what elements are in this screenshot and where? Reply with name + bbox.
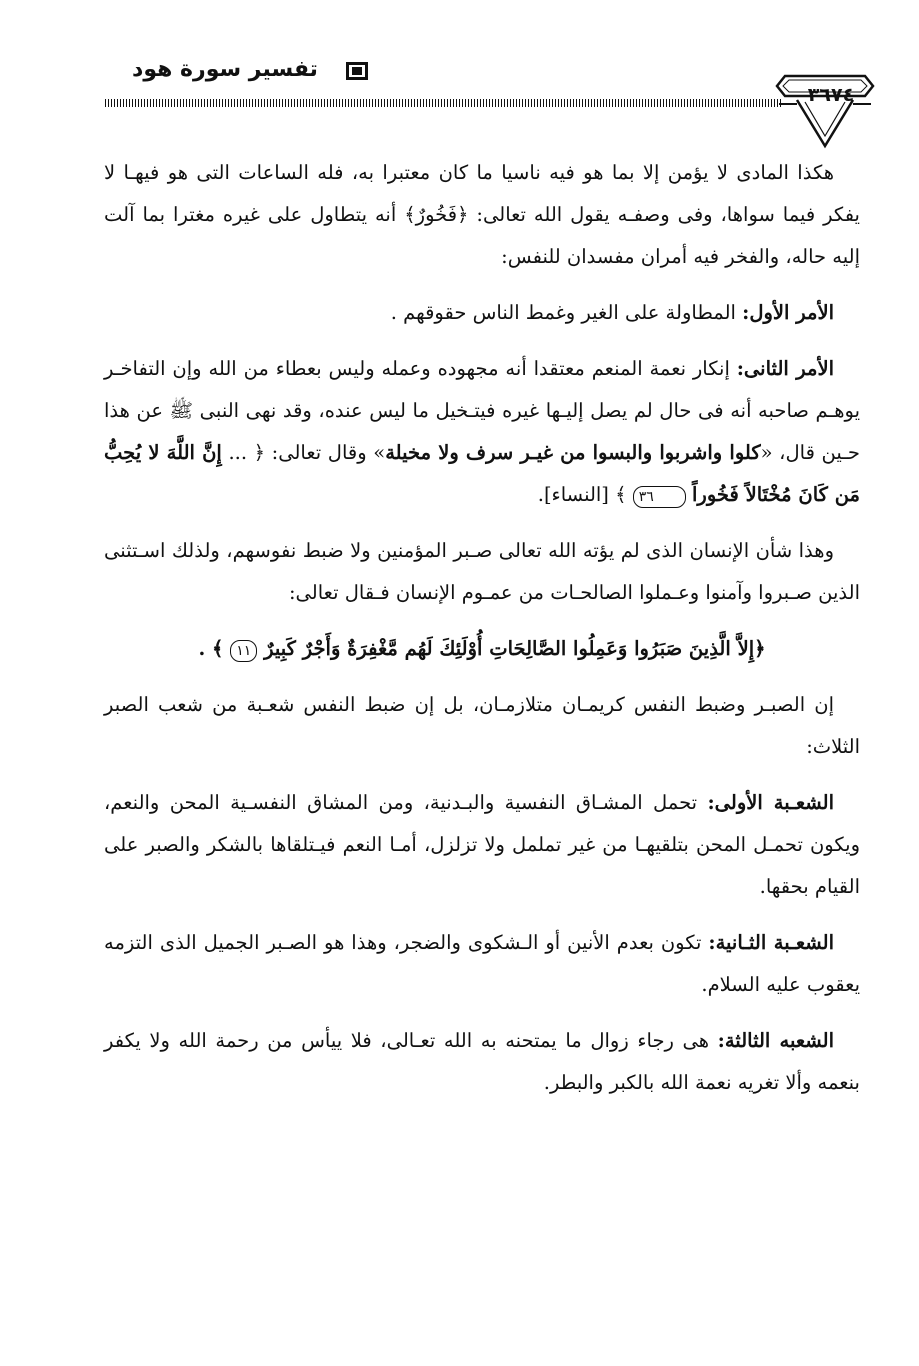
paragraph-text: إنكار نعمة المنعم معتقدا أنه مجهوده وعمله وليس بعطاء من الله وإن التفاخـر يوهـم صاحبه أنه فى حال لم يصل إليـها غيره فيتـخيل ما ليس عنده، وقد نهى النبى ﷺ عن هذا حـين قال، « — [104, 357, 860, 464]
paragraph — [104, 782, 860, 908]
page-body — [104, 152, 860, 1118]
ayah-number: ١١ — [230, 640, 257, 662]
paragraph — [104, 530, 860, 614]
quran-verse: إِنَّ اللَّهَ لا يُحِبُّ مَن كَانَ مُخْتَالاً فَخُوراً — [104, 441, 860, 506]
page-number-badge-icon — [775, 68, 875, 150]
ayah-number: ٣٦ — [633, 486, 686, 508]
quran-verse-block — [104, 628, 860, 670]
paragraph-text: هى رجاء زوال ما يمتحنه به الله تعـالى، فلا ييأس من رحمة الله ولا يكفر بنعمه وألا تغريه نعمة الله بالكبر والبطر. — [104, 1029, 860, 1094]
paragraph — [104, 152, 860, 278]
page-number: ٣٦٧٤ — [807, 84, 855, 106]
paragraph-text: تحمل المشـاق النفسية والبـدنية، ومن المشاق النفسـية المحن والنعم، ويكون تحمـل المحن بتلقيهـا من غير تململ ولا تزلزل، أمـا النعم فيـتلقاها بالشكر والصبر على القيام بحقها. — [104, 791, 860, 898]
paragraph-heading: الشعـبة الأولى: — [707, 791, 834, 814]
paragraph-heading: الأمر الأول: — [742, 301, 834, 324]
paragraph-text: المطاولة على الغير وغمط الناس حقوقهم . — [390, 301, 743, 324]
verse-end: ﴾ . — [198, 637, 224, 660]
paragraph — [104, 292, 860, 334]
hadith-quote: كلوا واشربوا والبسوا من غيـر سرف ولا مخيلة — [385, 441, 761, 464]
paragraph-text: وهذا شأن الإنسان الذى لم يؤته الله تعالى صـبر المؤمنين ولا ضبط نفوسهم، ولذلك اسـتثنى الذين صـبروا وآمنوا وعـملوا الصالحـات من عمـوم الإنسان فـقال تعالى: — [104, 539, 860, 604]
header-rule — [105, 99, 783, 107]
paragraph — [104, 684, 860, 768]
paragraph-heading: الشعـبة الثـانية: — [708, 931, 834, 954]
paragraph — [104, 922, 860, 1006]
paragraph-text: ﴾ [النساء]. — [537, 483, 633, 506]
paragraph — [104, 1020, 860, 1104]
quran-verse: ﴿إِلاَّ الَّذِينَ صَبَرُوا وَعَمِلُوا الصَّالِحَاتِ أُوْلَئِكَ لَهُم مَّغْفِرَةٌ وَأَجْرٌ كَبِيرٌ — [264, 637, 766, 660]
running-title: تفسير سورة هود — [132, 57, 318, 82]
paragraph — [104, 348, 860, 516]
page-header — [0, 0, 919, 150]
paragraph-text: إن الصبـر وضبط النفس كريمـان متلازمـان، بل إن ضبط النفس شعـبة من شعب الصبر الثلاث: — [104, 693, 860, 758]
ornament-icon — [346, 62, 368, 80]
paragraph-text: » وقال تعالى: ﴿ ... — [221, 441, 386, 464]
paragraph-heading: الشعبه الثالثة: — [717, 1029, 835, 1052]
paragraph-text: هكذا المادى لا يؤمن إلا بما هو فيه ناسيا ما كان معتبرا به، فله الساعات التى هو فيهـا لا يفكر فيما سواها، وفى وصفـه يقول الله تعالى: ﴿فَخُورٌ﴾ أنه يتطاول على غيره مغترا بما آلت إليه حاله، والفخر فيه أمران مفسدان للنفس: — [104, 161, 860, 268]
paragraph-text: تكون بعدم الأنين أو الـشكوى والضجر، وهذا هو الصـبر الجميل الذى التزمه يعقوب عليه السلام. — [104, 931, 860, 996]
paragraph-heading: الأمر الثانى: — [736, 357, 834, 380]
